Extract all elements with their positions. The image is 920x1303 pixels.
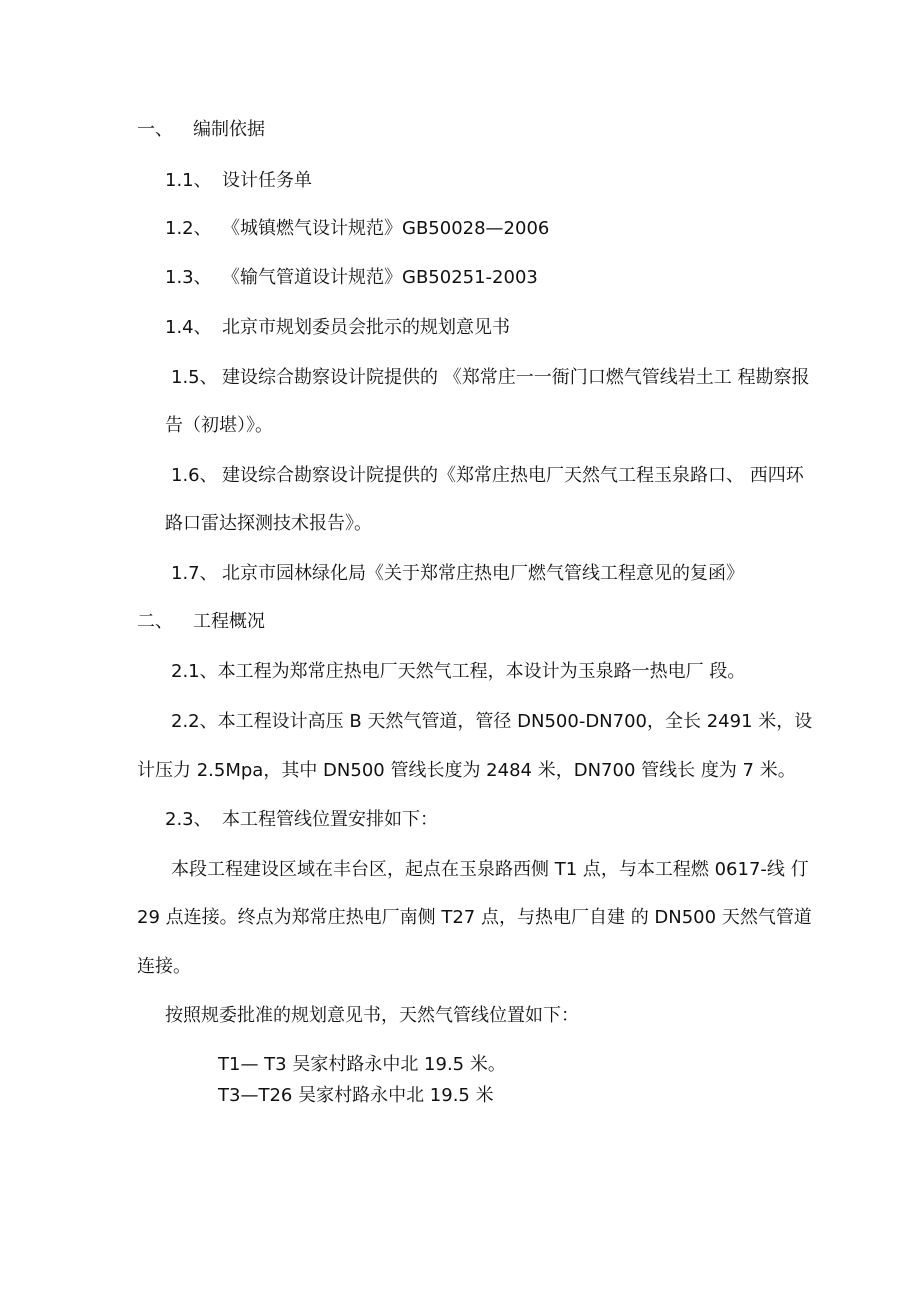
section-2-title: 工程概况 bbox=[193, 611, 265, 632]
section-1-heading bbox=[137, 119, 265, 141]
item-text: 《输气管道设计规范》GB50251-2003 bbox=[222, 267, 538, 288]
item-text: 建设综合勘察设计院提供的《郑常庄热电厂天然气工程玉泉路口、 西四环 bbox=[222, 465, 804, 486]
section-1-number: 一、 bbox=[137, 119, 173, 140]
paragraph-2-2-line-2: 计压力 2.5Mpa，其中 DN500 管线长度为 2484 米，DN700 管线长 度为 7 米。 bbox=[137, 760, 796, 781]
item-number: 2.3、 bbox=[165, 809, 212, 830]
item-text: 《城镇燃气设计规范》GB50028—2006 bbox=[222, 218, 550, 239]
paragraph-2-2-line-1: 2.2、本工程设计高压 B 天然气管道，管径 DN500-DN700，全长 2491 米，设 bbox=[171, 711, 813, 732]
item-text: 北京市园林绿化局《关于郑常庄热电厂燃气管线工程意见的复函》 bbox=[222, 563, 744, 584]
item-1-6 bbox=[171, 465, 804, 487]
item-1-7 bbox=[171, 563, 744, 585]
route-line-2: T3—T26 吴家村路永中北 19.5 米 bbox=[218, 1085, 494, 1106]
paragraph-2-1: 2.1、本工程为郑常庄热电厂天然气工程，本设计为玉泉路一热电厂 段。 bbox=[171, 661, 746, 682]
section-2-number: 二、 bbox=[137, 611, 173, 632]
body-line-3: 连接。 bbox=[137, 956, 191, 977]
item-1-5 bbox=[171, 367, 809, 389]
planning-intro: 按照规委批准的规划意见书，天然气管线位置如下： bbox=[165, 1005, 579, 1026]
item-number: 1.2、 bbox=[165, 218, 212, 239]
route-line-1: T1— T3 吴家村路永中北 19.5 米。 bbox=[218, 1054, 506, 1075]
section-2-heading bbox=[137, 611, 265, 633]
body-line-2: 29 点连接。终点为郑常庄热电厂南侧 T27 点，与热电厂自建 的 DN500 天然气管道 bbox=[137, 907, 812, 928]
item-number: 1.4、 bbox=[165, 317, 212, 338]
item-1-4 bbox=[165, 317, 510, 339]
item-text: 本工程管线位置安排如下： bbox=[222, 809, 438, 830]
section-1-title: 编制依据 bbox=[193, 119, 265, 140]
item-number: 1.7、 bbox=[171, 563, 218, 584]
item-number: 1.5、 bbox=[171, 367, 218, 388]
item-1-3 bbox=[165, 267, 538, 289]
body-line-1: 本段工程建设区域在丰台区，起点在玉泉路西侧 T1 点，与本工程燃 0617-线 仃 bbox=[171, 859, 809, 880]
item-1-5-continuation: 告（初堪）》。 bbox=[165, 415, 273, 436]
item-number: 1.3、 bbox=[165, 267, 212, 288]
item-1-1 bbox=[165, 170, 312, 192]
item-text: 设计任务单 bbox=[222, 170, 312, 191]
paragraph-2-3 bbox=[165, 809, 438, 831]
item-1-6-continuation: 路口雷达探测技术报告》。 bbox=[165, 513, 372, 534]
item-1-2 bbox=[165, 218, 549, 240]
item-number: 1.1、 bbox=[165, 170, 212, 191]
item-text: 北京市规划委员会批示的规划意见书 bbox=[222, 317, 510, 338]
item-number: 1.6、 bbox=[171, 465, 218, 486]
item-text: 建设综合勘察设计院提供的 《郑常庄一一衙门口燃气管线岩土工 程勘察报 bbox=[222, 367, 810, 388]
